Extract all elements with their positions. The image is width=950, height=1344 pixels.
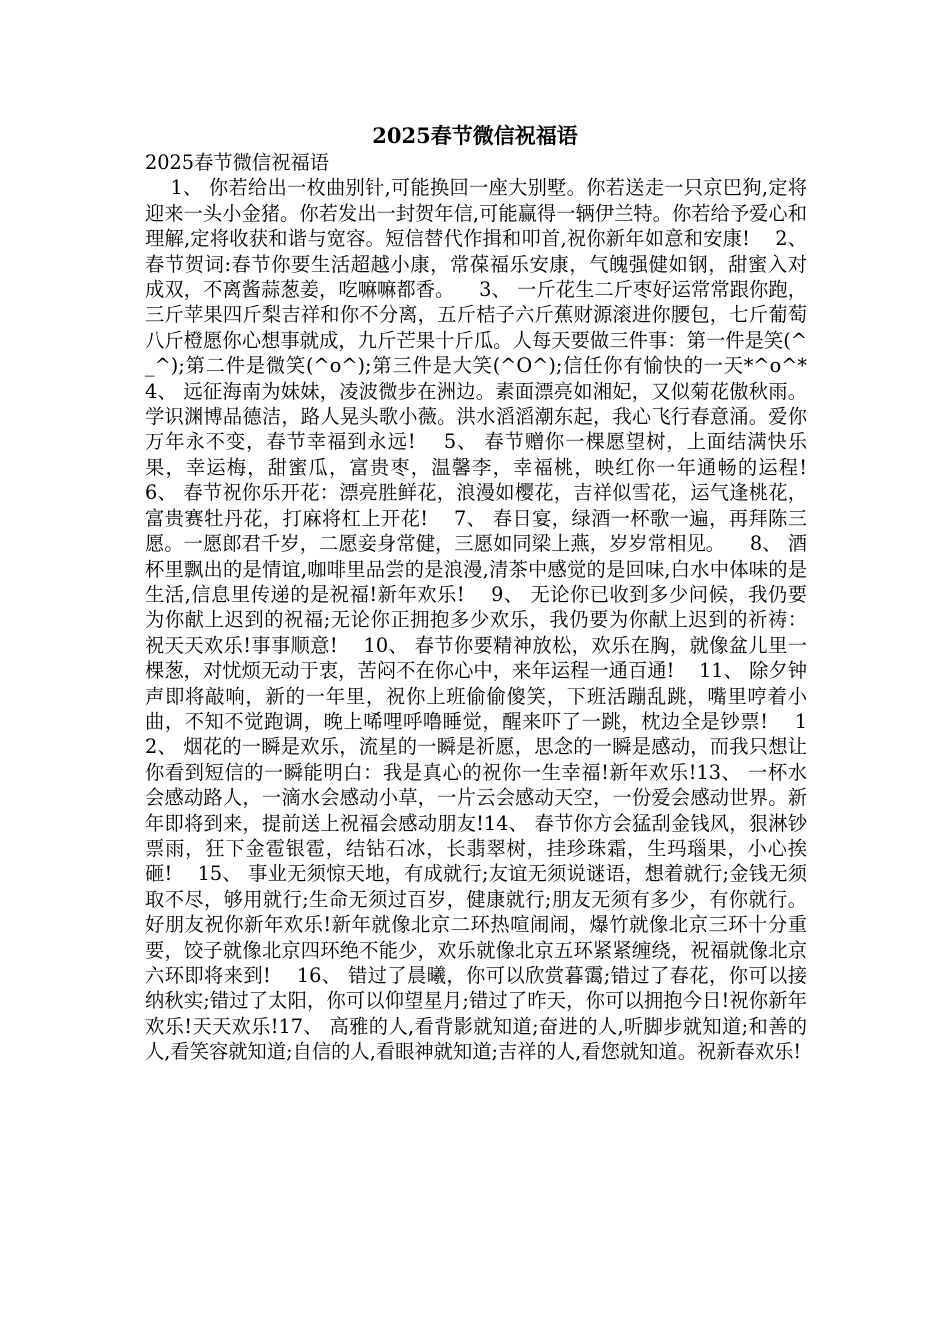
body-paragraph: 1、 你若给出一枚曲别针,可能换回一座大别墅。你若送走一只京巴狗,定将迎来一头小金猪。你若发出一封贺年信,可能赢得一辆伊兰特。你若给予爱心和理解,定将收获和谐与宽容。短信替代作揖和叩首,祝你新年如意和安康! 2、 春节贺词:春节你要生活超越小康，常葆福乐安康，气魄强健如钢，甜蜜入对成双，不离酱蒜葱姜，吃嘛嘛都香。 3、 一斤花生二斤枣好运常常跟你跑，三斤苹果四斤梨吉祥和你不分离，五斤桔子六斤蕉财源滚进你腰包，七斤葡萄八斤橙愿你心想事就成，九斤芒果十斤瓜。人每天要做三件事：第一件是笑(^_^);第二件是微笑(^o^);第三件是大笑(^O^);信任你有愉快的一天*^o^* 4、 远征海南为妹妹，凌波微步在洲边。素面漂亮如湘妃，又似菊花傲秋雨。学识渊博品德洁，路人晃头歌小薇。洪水滔滔潮东起，我心飞行春意涌。爱你万年永不变，春节幸福到永远! 5、 春节赠你一棵愿望树，上面结满快乐果，幸运梅，甜蜜瓜，富贵枣，温馨李，幸福桃，映红你一年通畅的运程! 6、 春节祝你乐开花：漂亮胜鲜花，浪漫如樱花，吉祥似雪花，运气逢桃花，富贵赛牡丹花，打麻将杠上开花! 7、 春日宴，绿酒一杯歌一遍，再拜陈三愿。一愿郎君千岁，二愿妾身常健，三愿如同梁上燕，岁岁常相见。 8、 酒杯里飘出的是情谊,咖啡里品尝的是浪漫,清茶中感觉的是回味,白水中体味的是生活,信息里传递的是祝福!新年欢乐! 9、 无论你已收到多少问候，我仍要为你献上迟到的祝福;无论你正拥抱多少欢乐，我仍要为你献上迟到的祈祷：祝天天欢乐!事事顺意! 10、 春节你要精神放松，欢乐在胸，就像盆儿里一棵葱，对忧烦无动于衷，苦闷不在你心中，来年运程一通百通! 11、 除夕钟声即将敲响，新的一年里，祝你上班偷偷傻笑，下班活蹦乱跳，嘴里哼着小曲，不知不觉跑调，晚上唏哩呼噜睡觉，醒来吓了一跳，枕边全是钞票! 12、 烟花的一瞬是欢乐，流星的一瞬是祈愿，思念的一瞬是感动，而我只想让你看到短信的一瞬能明白：我是真心的祝你一生幸福!新年欢乐!13、 一杯水会感动路人，一滴水会感动小草，一片云会感动天空，一份爱会感动世界。新年即将到来，提前送上祝福会感动朋友!14、 春节你方会猛刮金钱风，狠淋钞票雨，狂下金雹银雹，结钻石冰，长翡翠树，挂珍珠霜，生玛瑙果，小心挨砸! 15、 事业无须惊天地，有成就行;友谊无须说谜语，想着就行;金钱无须取不尽，够用就行;生命无须过百岁，健康就行;朋友无须有多少，有你就行。好朋友祝你新年欢乐!新年就像北京二环热喧闹闹，爆竹就像北京三环十分重要，饺子就像北京四环绝不能少，欢乐就像北京五环紧紧缠绕，祝福就像北京六环即将来到! 16、 错过了晨曦，你可以欣赏暮霭;错过了春花，你可以接纳秋实;错过了太阳，你可以仰望星月;错过了昨天，你可以拥抱今日!祝你新年欢乐!天天欢乐!17、 高雅的人,看背影就知道;奋进的人,听脚步就知道;和善的人,看笑容就知道;自信的人,看眼神就知道;吉祥的人,看您就知道。祝新春欢乐! (145, 176, 832, 1064)
document-title: 2025春节微信祝福语 (372, 123, 578, 148)
document-subtitle: 2025春节微信祝福语 (145, 151, 330, 174)
document-body (145, 150, 832, 1065)
